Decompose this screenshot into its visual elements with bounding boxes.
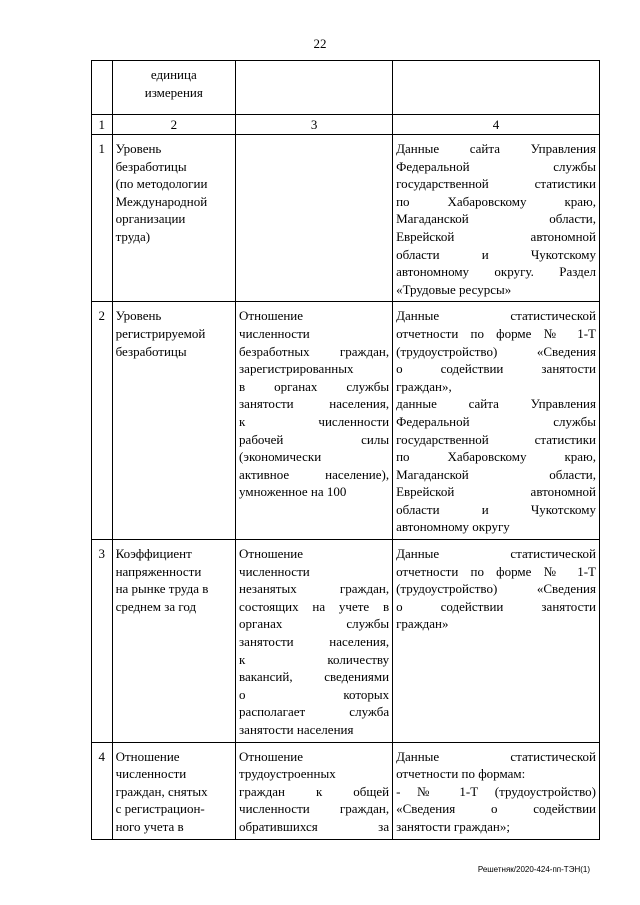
document-footer-code: Решетняк/2020-424-пп-ТЭН(1) — [477, 865, 590, 874]
table-row — [92, 540, 600, 743]
data-source-line: автономному округу. Раздел — [396, 264, 596, 280]
column-number: 2 — [112, 115, 235, 135]
indicator-name-line: безработицы — [115, 158, 187, 174]
calculation-method-line: Отношение — [239, 748, 304, 764]
calculation-method-line: вакансий, сведениями — [239, 669, 390, 685]
calculation-method-cell — [236, 540, 393, 743]
header-unit-line: единица — [150, 67, 197, 82]
indicator-name-line: Отношение — [115, 748, 180, 764]
calculation-method-line: о которых — [239, 686, 390, 702]
data-source-line: занятости граждан»; — [396, 818, 510, 834]
table-row — [92, 742, 600, 839]
data-source-line: Данные статистической — [396, 308, 596, 324]
indicators-table — [91, 60, 600, 840]
column-number: 1 — [92, 115, 113, 135]
calculation-method-cell — [236, 135, 393, 302]
calculation-method-line: численности граждан, — [239, 801, 390, 817]
header-col-4 — [393, 61, 600, 115]
indicator-name-line: Коэффициент — [115, 546, 192, 562]
calculation-method-line: незанятых граждан, — [239, 581, 390, 597]
calculation-method-line: зарегистрированных — [239, 361, 354, 377]
data-source-line: «Сведения о содействии — [396, 801, 596, 817]
row-number-cell: 4 — [92, 742, 113, 839]
calculation-method-line: (экономически — [239, 449, 322, 465]
data-source-line: Данные статистической — [396, 546, 596, 562]
data-source-line: (трудоустройство) «Сведения — [396, 581, 596, 597]
data-source-line: государственной статистики — [396, 431, 596, 447]
data-source-line: области и Чукотскому — [396, 501, 596, 517]
row-number-cell: 1 — [92, 135, 113, 302]
data-source-line: Федеральной службы — [396, 413, 596, 429]
calculation-method-cell — [236, 302, 393, 540]
header-col-1 — [92, 61, 113, 115]
data-source-line: - № 1-Т (трудоустройство) — [396, 783, 596, 799]
data-source-line: Федеральной службы — [396, 158, 596, 174]
indicator-name-line: ного учета в — [115, 818, 184, 834]
data-source-line: Магаданской области, — [396, 466, 596, 482]
data-source-cell — [393, 540, 600, 743]
indicator-name-cell — [112, 742, 235, 839]
indicator-name-cell — [112, 302, 235, 540]
table-header-row — [92, 61, 600, 115]
data-source-line: государственной статистики — [396, 176, 596, 192]
calculation-method-line: в органах службы — [239, 378, 390, 394]
data-source-line: по Хабаровскому краю, — [396, 193, 596, 209]
data-source-line: граждан», — [396, 378, 452, 394]
indicator-name-line: организации — [115, 211, 186, 227]
indicator-name-line: (по методологии — [115, 176, 208, 192]
data-source-cell — [393, 302, 600, 540]
indicator-name-line: безработицы — [115, 343, 187, 359]
calculation-method-line: Отношение — [239, 546, 304, 562]
calculation-method-line: активное население), — [239, 466, 390, 482]
header-unit-line: измерения — [144, 84, 203, 100]
calculation-method-line: занятости населения — [239, 722, 354, 737]
data-source-line: о содействии занятости — [396, 361, 596, 377]
page-number: 22 — [313, 36, 327, 51]
indicator-name-line: среднем за год — [115, 598, 197, 614]
indicator-name-line: Уровень — [115, 141, 162, 156]
indicator-name-line: с регистрацион- — [115, 801, 205, 817]
calculation-method-line: обратившихся за — [239, 818, 390, 834]
calculation-method-line: органах службы — [239, 616, 390, 632]
data-source-line: Данные сайта Управления — [396, 141, 596, 156]
data-source-line: (трудоустройство) «Сведения — [396, 343, 596, 359]
indicator-name-line: труда) — [115, 228, 151, 244]
calculation-method-cell — [236, 742, 393, 839]
header-col-2 — [112, 61, 235, 115]
calculation-method-line: численности — [239, 325, 310, 341]
data-source-line: граждан» — [396, 616, 449, 632]
calculation-method-line: умноженное на 100 — [239, 484, 347, 500]
calculation-method-line: граждан к общей — [239, 783, 390, 799]
calculation-method-line: занятости населения, — [239, 634, 390, 650]
data-source-cell — [393, 742, 600, 839]
column-number: 3 — [236, 115, 393, 135]
indicator-name-line: напряженности — [115, 563, 202, 579]
data-source-line: области и Чукотскому — [396, 246, 596, 262]
column-number: 4 — [393, 115, 600, 135]
data-source-line: Еврейской автономной — [396, 228, 596, 244]
data-source-line: «Трудовые ресурсы» — [396, 281, 512, 297]
indicator-name-line: Уровень — [115, 308, 162, 324]
data-source-line: по Хабаровскому краю, — [396, 449, 596, 465]
indicator-name-cell — [112, 540, 235, 743]
indicator-name-line: численности — [115, 766, 187, 782]
indicator-name-cell — [112, 135, 235, 302]
header-col-3 — [236, 61, 393, 115]
indicator-name-line: граждан, снятых — [115, 783, 208, 799]
calculation-method-line: трудоустроенных — [239, 766, 336, 782]
row-number-cell: 2 — [92, 302, 113, 540]
data-source-line: Данные статистической — [396, 748, 596, 764]
table-row — [92, 302, 600, 540]
data-source-line: данные сайта Управления — [396, 396, 596, 412]
data-source-line: автономному округу — [396, 519, 510, 535]
column-number-row — [92, 115, 600, 135]
calculation-method-line: занятости населения, — [239, 396, 390, 412]
data-source-line: Магаданской области, — [396, 211, 596, 227]
calculation-method-line: безработных граждан, — [239, 343, 390, 359]
calculation-method-line: численности — [239, 563, 310, 579]
data-source-line: о содействии занятости — [396, 598, 596, 614]
data-source-line: отчетности по формам: — [396, 766, 526, 782]
calculation-method-line: к численности — [239, 413, 390, 429]
data-source-line: отчетности по форме № 1-Т — [396, 325, 596, 341]
data-source-line: Еврейской автономной — [396, 484, 596, 500]
calculation-method-line: к количеству — [239, 651, 390, 667]
data-source-line: отчетности по форме № 1-Т — [396, 563, 596, 579]
calculation-method-line: Отношение — [239, 308, 304, 324]
data-source-cell — [393, 135, 600, 302]
table-row — [92, 135, 600, 302]
indicator-name-line: Международной — [115, 193, 208, 209]
calculation-method-line: располагает служба — [239, 704, 390, 720]
calculation-method-line: состоящих на учете в — [239, 598, 390, 614]
calculation-method-line: рабочей силы — [239, 431, 390, 447]
indicator-name-line: регистрируемой — [115, 325, 206, 341]
table-body — [92, 61, 600, 840]
row-number-cell: 3 — [92, 540, 113, 743]
indicator-name-line: на рынке труда в — [115, 581, 209, 597]
